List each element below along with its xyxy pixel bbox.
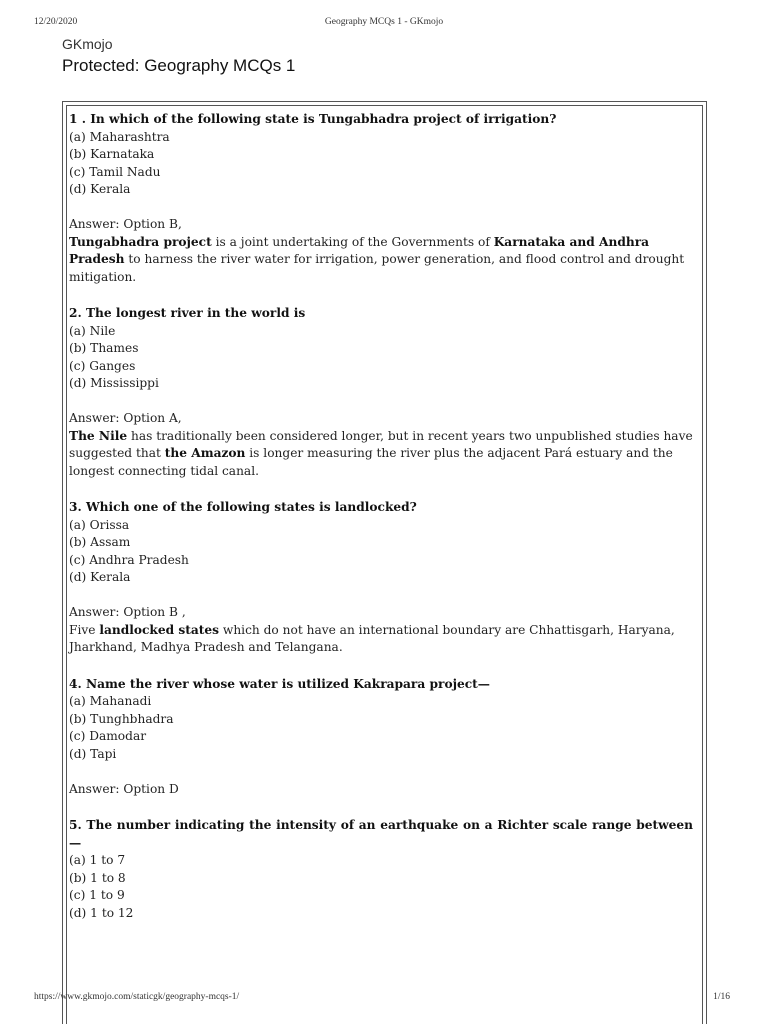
answer-option: (b) Tunghbhadra (69, 711, 174, 726)
answer-option: (c) Tamil Nadu (69, 164, 161, 179)
answer-option: (d) 1 to 12 (69, 905, 134, 920)
explanation-text: is a joint undertaking of the Governments of (211, 234, 494, 249)
answer-explanation (69, 622, 693, 657)
question-separator (69, 798, 693, 817)
answer-option: (b) Karnataka (69, 147, 155, 161)
answer-option: (a) Nile (69, 323, 116, 338)
answer-option: (a) Mahanadi (69, 694, 152, 708)
answer-option: (d) Mississippi (69, 376, 159, 390)
answer-option: (b) Thames (69, 341, 139, 355)
question-text: 5. The number indicating the intensity of an earthquake on a Richter scale range between— (69, 818, 693, 850)
answer-option: (c) Damodar (69, 729, 147, 743)
explanation-text: Five (69, 622, 100, 637)
question-text: 4. Name the river whose water is utilized Kakrapara project— (69, 676, 490, 691)
print-page-number: 1/16 (713, 992, 730, 1002)
answer-line: Answer: Option A, (69, 411, 182, 425)
site-name[interactable]: GKmojo (62, 36, 113, 52)
post-content-frame (62, 101, 707, 1024)
answer-line: Answer: Option B , (69, 605, 186, 619)
explanation-text: which do not have an international boundary are Chhattisgarh, Haryana, Jharkhand, Madhya Pradesh and Telangana. (69, 622, 675, 654)
question-block (69, 499, 693, 657)
answer-explanation (69, 428, 693, 481)
question-block (69, 305, 693, 480)
answer-option: (d) Tapi (69, 746, 117, 761)
question-block (69, 111, 693, 286)
question-separator (69, 480, 693, 499)
print-header (0, 17, 768, 29)
question-separator (69, 286, 693, 305)
answer-option: (c) Andhra Pradesh (69, 552, 189, 567)
question-separator (69, 657, 693, 676)
answer-option: (b) 1 to 8 (69, 870, 126, 885)
answer-option: (d) Kerala (69, 570, 131, 584)
blank-line (69, 199, 693, 217)
explanation-text: has traditionally been considered longer, but in recent years two unpublished studies have suggested that (69, 428, 693, 460)
explanation-highlight: The Nile (69, 428, 128, 443)
answer-line: Answer: Option B, (69, 217, 182, 231)
question-text: 1 . In which of the following state is Tungabhadra project of irrigation? (69, 112, 557, 126)
question-block (69, 676, 693, 799)
answer-option: (a) Orissa (69, 517, 130, 532)
answer-option: (a) Maharashtra (69, 129, 170, 144)
answer-option: (b) Assam (69, 535, 131, 549)
page-title: Protected: Geography MCQs 1 (62, 56, 296, 75)
blank-line (69, 587, 693, 605)
explanation-highlight: Karnataka and Andhra Pradesh (69, 234, 650, 266)
print-doc-title: Geography MCQs 1 - GKmojo (324, 17, 444, 27)
explanation-text: is longer measuring the river plus the adjacent Pará estuary and the longest connecting tidal canal. (69, 446, 673, 478)
question-text: 2. The longest river in the world is (69, 306, 306, 320)
print-url: https://www.gkmojo.com/staticgk/geography-mcqs-1/ (34, 992, 240, 1002)
blank-line (69, 763, 693, 781)
explanation-text: to harness the river water for irrigation, power generation, and flood control and drought mitigation. (69, 252, 685, 284)
blank-line (69, 393, 693, 411)
question-block (69, 817, 693, 922)
answer-option: (c) 1 to 9 (69, 888, 125, 902)
answer-explanation (69, 234, 693, 287)
answer-line: Answer: Option D (69, 781, 179, 796)
question-text: 3. Which one of the following states is landlocked? (69, 500, 417, 514)
answer-option: (c) Ganges (69, 358, 136, 373)
explanation-highlight: landlocked states (99, 622, 220, 637)
answer-option: (a) 1 to 7 (69, 853, 126, 867)
explanation-highlight: Tungabhadra project (69, 234, 212, 249)
print-footer (0, 992, 768, 1004)
answer-option: (d) Kerala (69, 182, 131, 196)
question-list (69, 111, 693, 922)
print-date: 12/20/2020 (34, 17, 78, 27)
explanation-highlight: the Amazon (164, 446, 246, 460)
